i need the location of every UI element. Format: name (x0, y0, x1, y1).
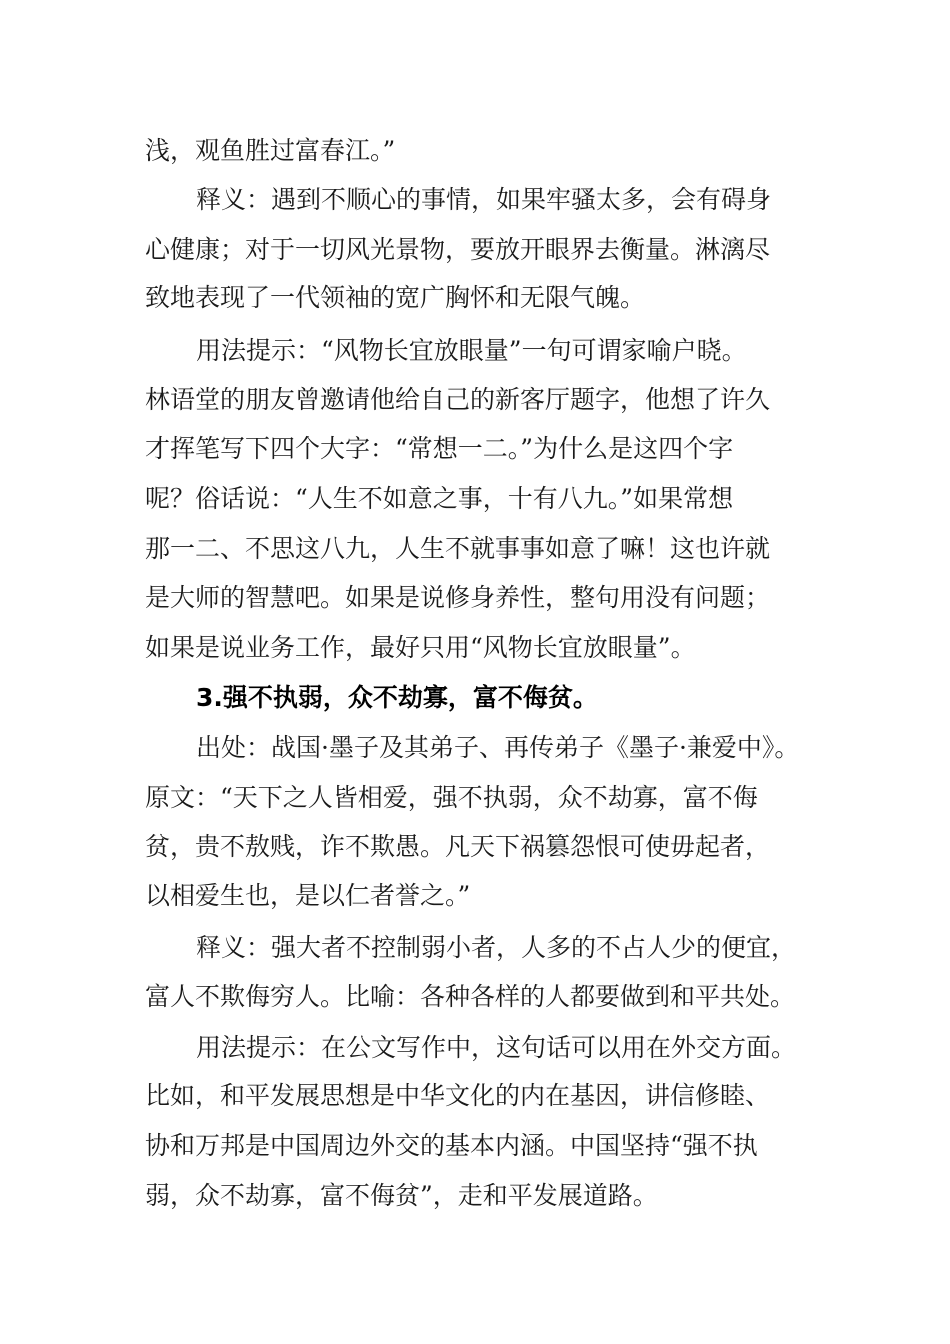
text-line: 弱，众不劫寡，富不侮贫”，走和平发展道路。 (145, 1181, 658, 1210)
text-line: 那一二、不思这八九，人生不就事事如意了嘛！这也许就 (145, 534, 771, 563)
text-line: 呢？俗话说：“人生不如意之事，十有八九。”如果常想 (145, 484, 734, 513)
text-line: 才挥笔写下四个大字：“常想一二。”为什么是这四个字 (145, 434, 734, 463)
text-line: 协和万邦是中国周边外交的基本内涵。中国坚持“强不执 (145, 1131, 758, 1160)
text-line: 如果是说业务工作，最好只用“风物长宜放眼量”。 (145, 633, 696, 662)
text-line: 心健康；对于一切风光景物，要放开眼界去衡量。淋漓尽 (145, 235, 771, 264)
paragraph-start-line: 用法提示：在公文写作中，这句话可以用在外交方面。 (196, 1033, 797, 1062)
paragraph-start-line: 出处：战国·墨子及其弟子、再传弟子《墨子·兼爱中》。 (196, 733, 800, 762)
paragraph-start-line: 释义：遇到不顺心的事情，如果牢骚太多，会有碍身 (196, 185, 772, 214)
text-line: 比如，和平发展思想是中华文化的内在基因，讲信修睦、 (145, 1081, 771, 1110)
text-line: 富人不欺侮穷人。比喻：各种各样的人都要做到和平共处。 (145, 982, 796, 1011)
section-heading: 3.强不执弱，众不劫寡，富不侮贫。 (196, 683, 598, 712)
text-line: 浅，观鱼胜过富春江。” (145, 136, 396, 165)
text-line: 致地表现了一代领袖的宽广胸怀和无限气魄。 (145, 283, 646, 312)
text-line: 是大师的智慧吧。如果是说修身养性，整句用没有问题； (145, 583, 771, 612)
paragraph-start-line: 用法提示：“风物长宜放眼量”一句可谓家喻户晓。 (196, 336, 747, 365)
text-line: 原文：“天下之人皆相爱，强不执弱，众不劫寡，富不侮 (145, 783, 758, 812)
paragraph-start-line: 释义：强大者不控制弱小者，人多的不占人少的便宜， (196, 933, 797, 962)
text-line: 林语堂的朋友曾邀请他给自己的新客厅题字，他想了许久 (145, 385, 771, 414)
text-line: 以相爱生也，是以仁者誉之。” (145, 881, 471, 910)
text-line: 贫，贵不敖贱，诈不欺愚。凡天下祸篡怨恨可使毋起者， (145, 832, 771, 861)
